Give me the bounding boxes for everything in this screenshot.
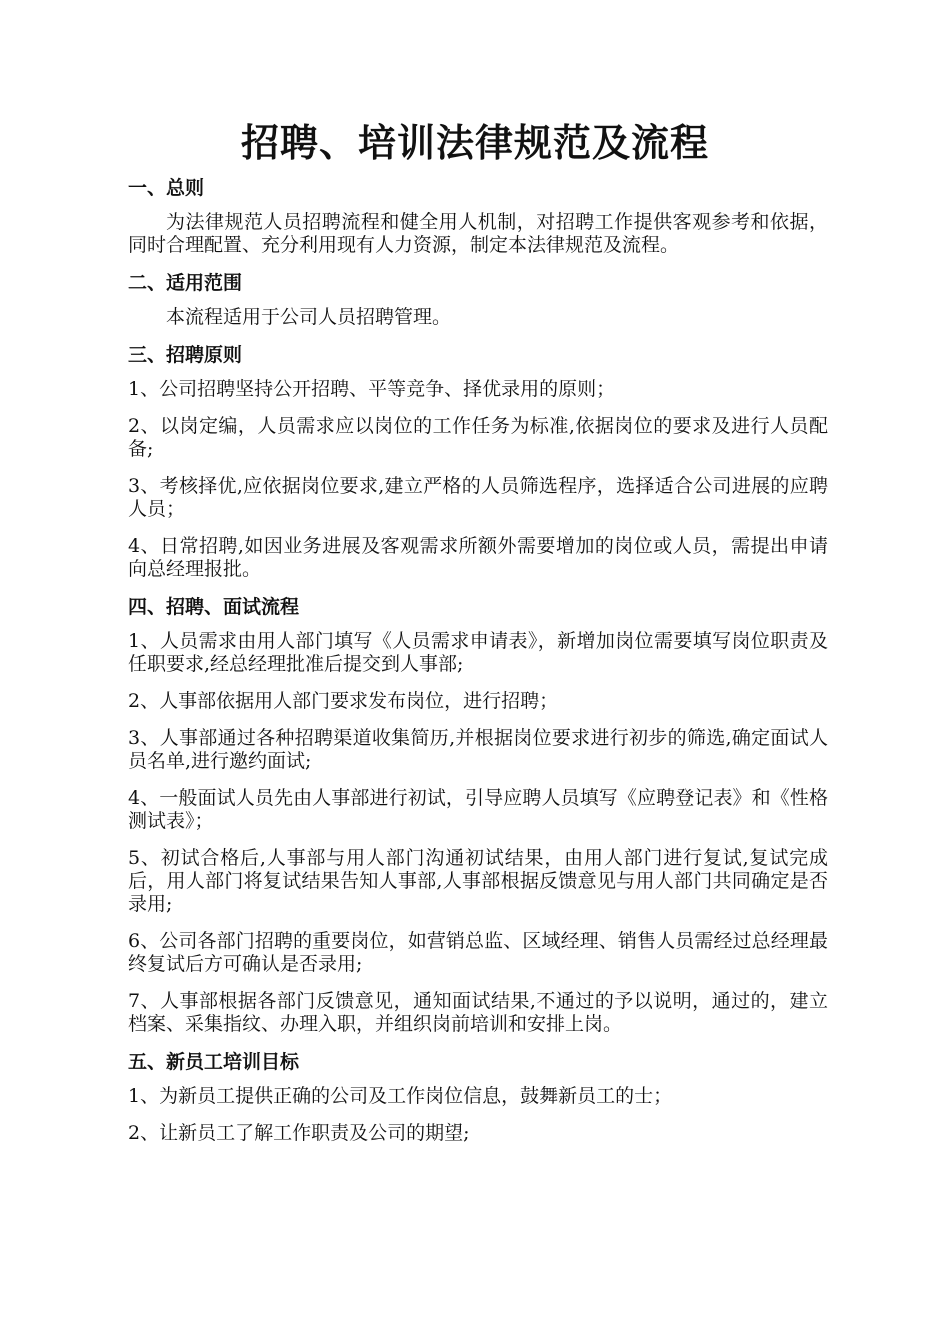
list-item: 5、初试合格后,人事部与用人部门沟通初试结果，由用人部门进行复试,复试完成后，用人部门将复试结果告知人事部,人事部根据反馈意见与用人部门共同确定是否录用; bbox=[128, 847, 828, 915]
section-heading: 二、适用范围 bbox=[128, 272, 243, 294]
section-heading: 五、新员工培训目标 bbox=[128, 1051, 300, 1073]
list-item: 1、人员需求由用人部门填写《人员需求申请表》，新增加岗位需要填写岗位职责及任职要求,经总经理批准后提交到人事部; bbox=[128, 630, 828, 675]
list-item: 3、人事部通过各种招聘渠道收集简历,并根据岗位要求进行初步的筛选,确定面试人员名单,进行邀约面试; bbox=[128, 727, 828, 772]
section-interview-process bbox=[128, 595, 828, 1036]
list-item: 4、一般面试人员先由人事部进行初试，引导应聘人员填写《应聘登记表》和《性格测试表》； bbox=[128, 787, 828, 832]
list-item: 2、人事部依据用人部门要求发布岗位，进行招聘； bbox=[128, 690, 559, 712]
document-title: 招聘、培训法律规范及流程 bbox=[240, 120, 709, 165]
document-body bbox=[128, 176, 828, 1159]
list-item: 4、日常招聘,如因业务进展及客观需求所额外需要增加的岗位或人员，需提出申请向总经理报批。 bbox=[128, 535, 828, 580]
section-heading: 三、招聘原则 bbox=[128, 344, 243, 366]
paragraph: 为法律规范人员招聘流程和健全用人机制，对招聘工作提供客观参考和依据，同时合理配置、充分利用现有人力资源，制定本法律规范及流程。 bbox=[128, 211, 828, 256]
paragraph: 本流程适用于公司人员招聘管理。 bbox=[166, 306, 452, 328]
list-item: 6、公司各部门招聘的重要岗位，如营销总监、区域经理、销售人员需经过总经理最终复试后方可确认是否录用; bbox=[128, 930, 828, 975]
section-heading: 四、招聘、面试流程 bbox=[128, 596, 300, 618]
section-recruitment-principles bbox=[128, 343, 828, 581]
list-item: 2、让新员工了解工作职责及公司的期望; bbox=[128, 1122, 470, 1144]
list-item: 1、公司招聘坚持公开招聘、平等竞争、择优录用的原则； bbox=[128, 378, 616, 400]
section-heading: 一、总则 bbox=[128, 177, 205, 199]
section-training-goals bbox=[128, 1050, 828, 1145]
section-general bbox=[128, 176, 828, 257]
list-item: 7、人事部根据各部门反馈意见，通知面试结果,不通过的予以说明，通过的，建立档案、采集指纹、办理入职，并组织岗前培训和安排上岗。 bbox=[128, 990, 828, 1035]
section-scope bbox=[128, 271, 828, 329]
list-item: 1、为新员工提供正确的公司及工作岗位信息，鼓舞新员工的士； bbox=[128, 1085, 673, 1107]
list-item: 2、以岗定编，人员需求应以岗位的工作任务为标准,依据岗位的要求及进行人员配备; bbox=[128, 415, 828, 460]
list-item: 3、考核择优,应依据岗位要求,建立严格的人员筛选程序，选择适合公司进展的应聘人员； bbox=[128, 475, 828, 520]
